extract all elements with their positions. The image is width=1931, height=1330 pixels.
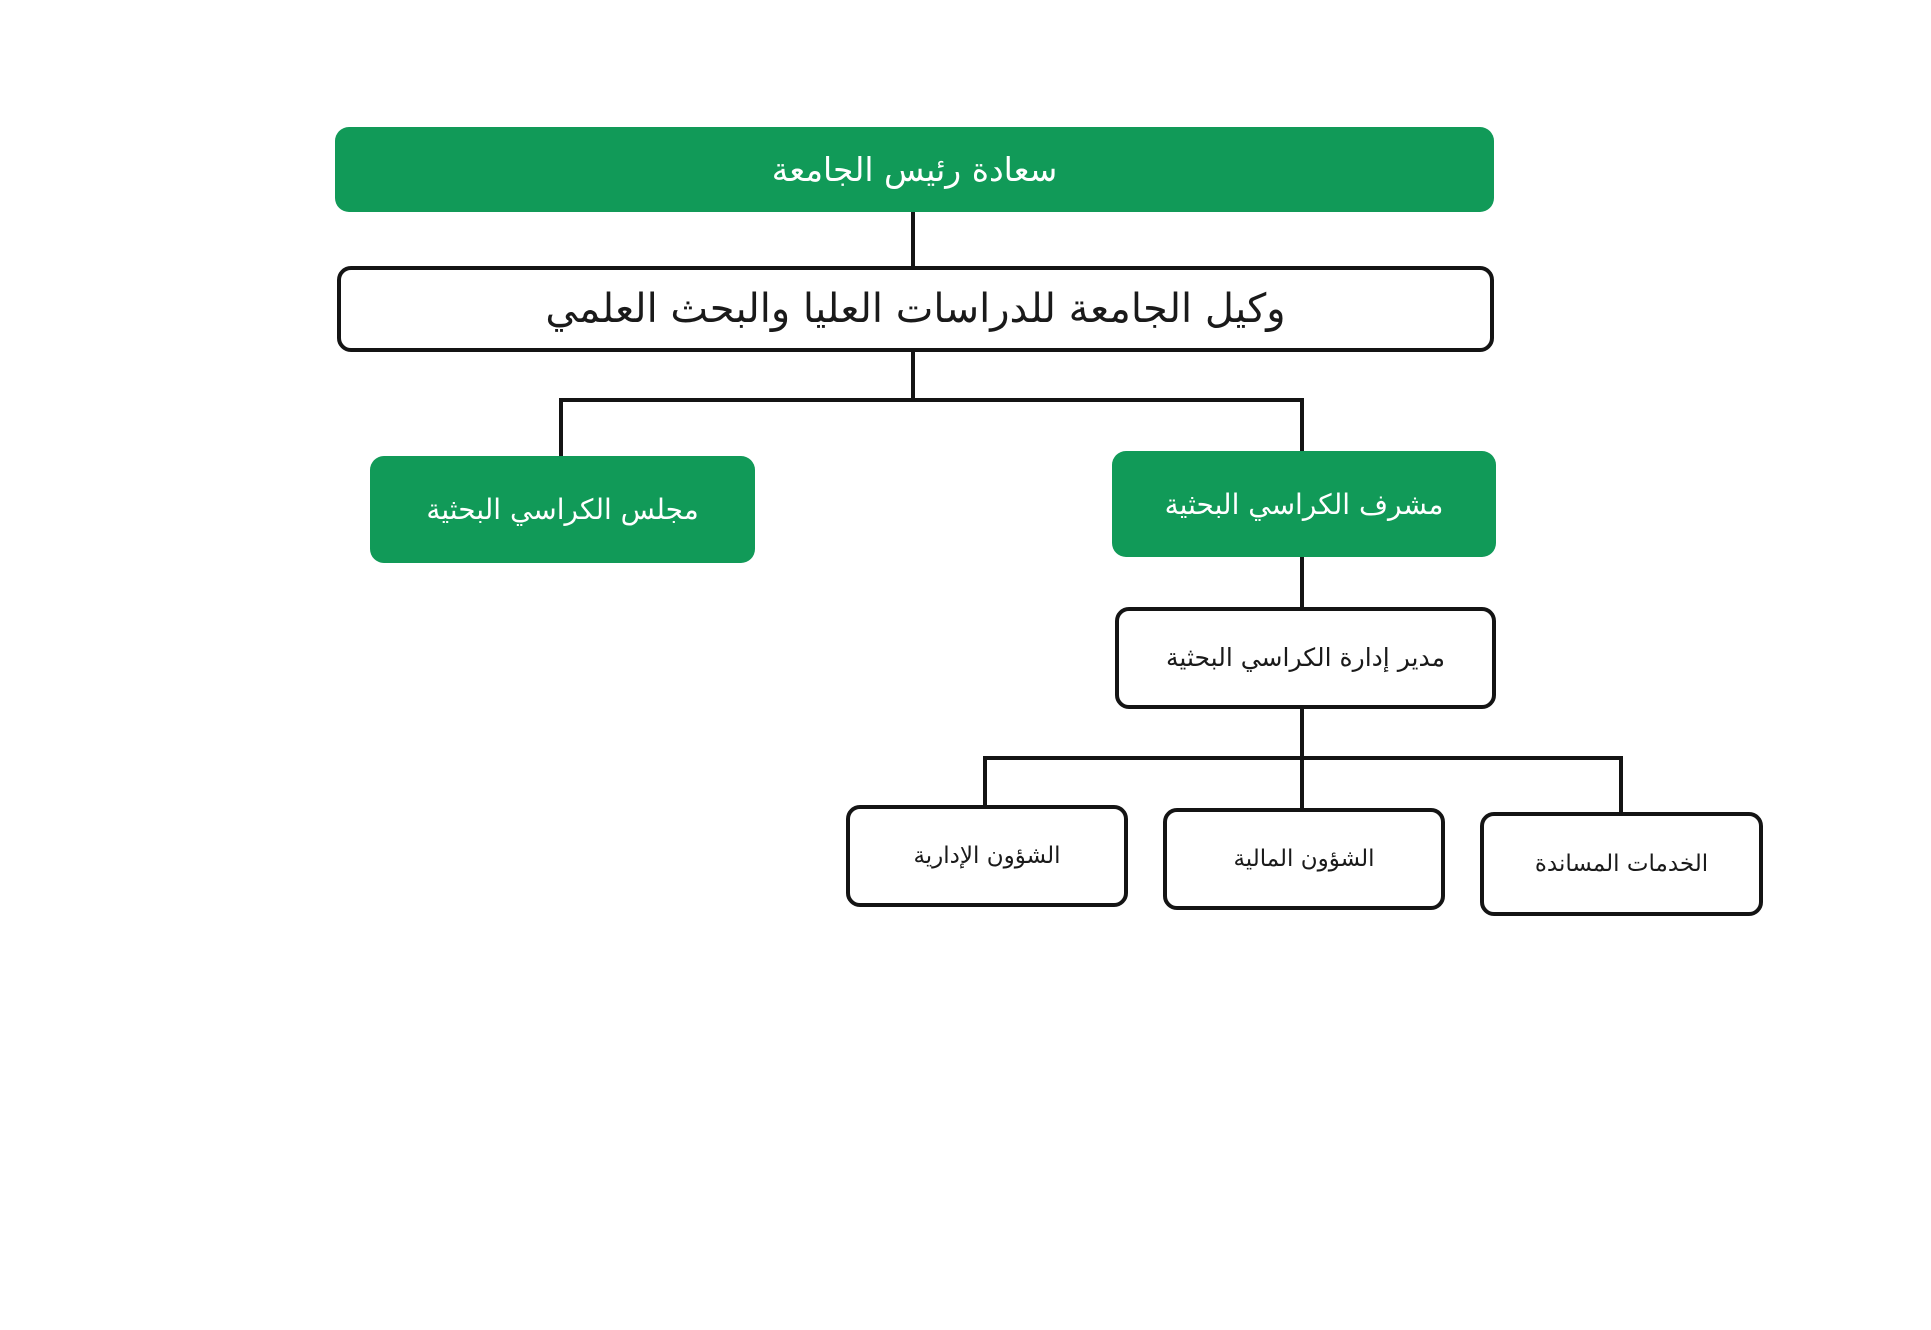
connector-branch1-horizontal [559,398,1304,402]
org-node-president [335,127,1494,212]
connector-branch2-to-support [1619,756,1623,812]
org-node-financial-affairs [1163,808,1445,910]
connector-supervisor-to-director [1300,556,1304,607]
connector-vice-down-stem [911,351,915,401]
org-node-support-services-label: الخدمات المساندة [1534,850,1709,877]
connector-branch2-to-financial [1300,756,1304,808]
connector-branch1-to-council [559,398,563,456]
org-node-president-label: سعادة رئيس الجامعة [771,149,1058,189]
org-node-chairs-supervisor [1112,451,1496,557]
org-node-chairs-director [1115,607,1496,709]
org-node-support-services [1480,812,1763,916]
connector-branch2-to-admin [983,756,987,805]
org-node-admin-affairs [846,805,1128,907]
org-node-chairs-supervisor-label: مشرف الكراسي البحثية [1164,487,1444,521]
connector-president-to-vice [911,212,915,266]
org-node-vice-rector [337,266,1494,352]
org-node-chairs-council-label: مجلس الكراسي البحثية [426,493,699,526]
org-node-admin-affairs-label: الشؤون الإدارية [913,842,1061,869]
org-node-chairs-director-label: مدير إدارة الكراسي البحثية [1166,643,1445,673]
connector-director-down-stem [1300,708,1304,758]
org-node-chairs-council [370,456,755,563]
connector-branch1-to-supervisor [1300,398,1304,451]
org-node-vice-rector-label: وكيل الجامعة للدراسات العليا والبحث العلمي [545,286,1286,332]
org-node-financial-affairs-label: الشؤون المالية [1233,845,1375,872]
